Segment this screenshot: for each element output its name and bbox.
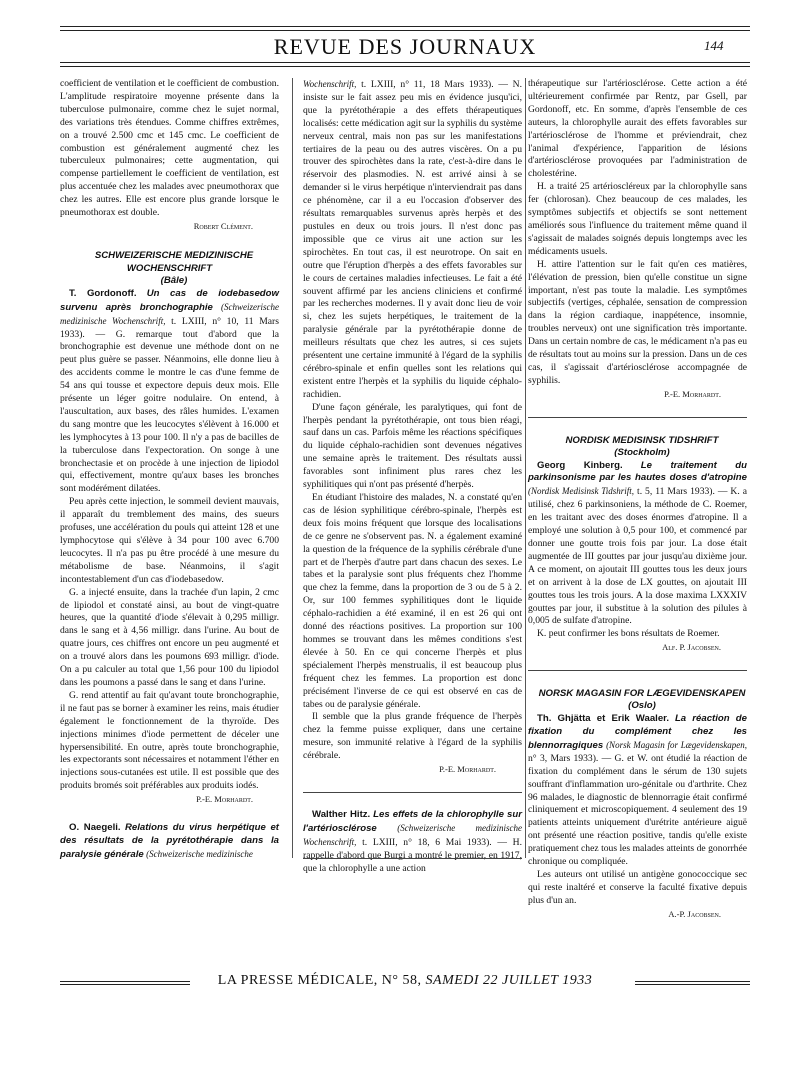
paragraph: Il semble que la plus grande fréquence de l'herpès chez la femme puisse expliquer, dans une certaine mesure, son immunité relative à l'égard de la syphilis cérébrale. [303, 711, 522, 762]
journal-city: (Stockholm) [614, 446, 670, 458]
article-continuation [303, 78, 522, 402]
signature: P.-E. Morhardt. [439, 764, 496, 775]
paragraph: H. attire l'attention sur le fait qu'en ces matières, l'élévation de pression, bien qu'elle constitue un signe important, n'est pas toute la maladie. Les symptômes subjectifs (vertiges, céphalée, sensation de compression dans la région cardiaque, inappétence, insomnie, troubles nerveux) ont une signification très importante. Dans un certain nombre de cas, le médicament n'a pas eu de résultats tout au moins sur la pression. Dans un de ces cas, il s'agissait d'artériosclérose accompagnée de syphilis. [528, 258, 747, 386]
article-entry [528, 713, 747, 869]
article-source: Wochenschrift, [303, 79, 357, 89]
footer-journal: LA PRESSE MÉDICALE, N° 58, [217, 973, 422, 988]
article-entry [528, 460, 747, 629]
article-author: O. Naegeli. [69, 822, 121, 834]
signature: Alf. P. Jacobsen. [662, 642, 721, 653]
signature: P.-E. Morhardt. [196, 794, 253, 805]
article-text: t. LXIII, n° 10, 11 Mars 1933). — G. remarque tout d'abord que la bronchographie est devenue une méthode dont on ne peut plus guère se passer. Néanmoins, elle donne lieu à des accidents comme le montre le cas d'une femme de 54 ans qui tousse et expectore depuis deux mois. Elle présente un léger goitre nodulaire. On entend, à l'auscultation, aux bases, des râles humides. L'examen du sang montre que les leucocytes s'élèvent à 16.000 et les lymphocytes à 13 pour 100. Il n'y a pas de bacilles de la tuberculose dans l'expectoration. On songe à une bronchectasie et on procède à une injection de lipiodol qui, effectivement, montre qu'aux bases les bronches sont modérément dilatées. [60, 315, 279, 495]
journal-city: (Bâle) [160, 274, 188, 286]
article-title: La réaction de fixation du complément chez les blennorragiques [528, 713, 747, 751]
column-rule-1 [292, 78, 293, 858]
page-title: REVUE DES JOURNAUX [273, 34, 537, 59]
journal-heading: NORDISK MEDISINSK TIDSHRIFT [565, 434, 719, 446]
footer-date: SAMEDI 22 JUILLET 1933 [425, 973, 593, 988]
article-text: n° 3, Mars 1933). — G. et W. ont étudié la réaction de fixation du complément dans le sérum de 130 sujets souffrant d'inflammation uro-génitale ou d'arthrite. Chez 96 malades, le diagnostic de blennorragie était confirmé cliniquement et microscopiquement. 4 seulement des 19 patients atteints uniquement d'urétrite antérieure aiguë ont présenté une réaction positive, tandis qu'elle existe pratiquement chez tous les malades atteints de gonorrhée chronique ou compliquée. [528, 752, 747, 868]
page-number: 144 [704, 38, 724, 53]
signature: Robert Clément. [193, 220, 253, 231]
header-rule-bottom [60, 62, 750, 67]
article-title: Les effets de la chlorophylle sur l'artériosclérose [303, 808, 522, 834]
paragraph: K. peut confirmer les bons résultats de Roemer. [537, 628, 720, 640]
article-source: (Schweizerische medizinische Wochenschrift, [303, 822, 522, 847]
column-end-rule [303, 858, 522, 859]
paragraph: Les auteurs ont utilisé un antigène gonococcique sec qui reste inaltéré et conserve la faculté fixative depuis plus d'un an. [528, 868, 747, 906]
journal-city: (Oslo) [628, 700, 656, 712]
signature: P.-E. Morhardt. [664, 388, 721, 399]
signature: A.-P. Jacobsen. [668, 908, 721, 919]
footer-rule-right [635, 981, 750, 985]
journal-heading: NORSK MAGASIN FOR LÆGEVIDENSKAPEN [538, 688, 746, 700]
article-text: t. LXIII, n° 11, 18 Mars 1933). — N. insiste sur le fait assez peu mis en évidence jusqu'ici, que la pyrétothérapie a des effets thérapeutiques localisés: cette médication agit sur la syphilis du système nerveux central, mais non pas sur les manifestations tertiaires de la peau ou des autres viscères. On a pu trouver des spirochètes dans la rate, c'est-à-dire dans le réservoir des plasmodies. N. est arrivé ainsi à se demander si le virus herpétique n'interviendrait pas dans ce phénomène, car il a eu l'occasion d'observer des résultats remarquables survenus après herpès et des pustules en deux ou trois jours. Il n'est donc pas impossible que ce virus ait une action sur les spirochètes. En tout cas, il est neurotrope. On sait en outre que l'éruption d'herpès a des effets favorables sur le cours de certaines maladies infectieuses. Le fait a été souvent affirmé par les anciens cliniciens et confirmé par les recherches modernes. Il y avait donc lieu de voir si, chez les sujets herpétiques, le traitement de la paralysie générale par la pyrétothérapie donne de meilleurs résultats que chez les autres, si ces sujets présentent une certaine immunité à l'égard de la syphilis cérébro-spinale et enfin quelles sont les relations qui existent entre l'herpès et la syphilis du liquide céphalo-rachidien. [303, 79, 523, 400]
column-1 [60, 78, 279, 862]
paragraph: thérapeutique sur l'artériosclérose. Cette action a été ultérieurement confirmée par Rentz, par Gsell, par Gordonoff, etc. En somme, d'après l'ensemble de ces auteurs, la chlorophylle aurait des effets favorables sur l'artériosclérose de l'homme et préviendrait, chez l'animal d'expérience, l'apparition de lésions d'artériosclérose provoquées par l'administration de cholestérine. [528, 78, 747, 180]
column-2 [303, 78, 522, 875]
paragraph: D'une façon générale, les paralytiques, qui font de l'herpès pendant la pyrétothérapie, ont tous bien réagi, sauf dans un cas. Parfois même les réactions spécifiques du liquide céphalo-rachidien sont devenues négatives une semaine après le traitement. Des résultats aussi favorables sont infiniment plus rares chez les syphilitiques qui n'ont pas présenté d'herpès. [303, 401, 522, 491]
article-source: (Nordisk Medisinsk Tidshrift, [528, 486, 635, 497]
article-title: Un cas de iodebasedow survenu après bronchographie [60, 287, 279, 313]
section-divider [528, 417, 747, 418]
article-author: Walther Hitz. [312, 808, 371, 820]
article-text: t. LXIII, n° 18, 6 Mai 1933). — H. rappelle d'abord que Burgi a montré le premier, en 1917, que la chlorophylle a une action [303, 836, 522, 874]
journal-heading: SCHWEIZERISCHE MEDIZINISCHE WOCHENSCHRIFT [94, 249, 254, 274]
article-entry [303, 809, 522, 876]
article-entry [60, 822, 279, 862]
paragraph: En étudiant l'histoire des malades, N. a constaté qu'en cas de lésion syphilitique cérébro-spinale, l'herpès est deux fois moins fréquent que lorsque des localisations de ce genre ne s'observent pas. N. a également examiné la question de la fréquence de la syphilis cérébrale d'une part et de l'herpès d'autre part dans chacun des sexes. Le tabes et la paralysie sont plus fréquents chez l'homme que chez la femme, dans la proportion de 3 ou de 5 à 2. Or, sur 100 femmes syphilitiques dont le liquide céphalo-rachidien a été examiné, il en est 26 qui ont donné des réactions positives. La proportion sur 100 hommes se trouvant dans les mêmes conditions s'est élevée à 50. En ce qui concerne l'herpès et plus spécialement l'herpès menstrualis, il est beaucoup plus fréquent chez les femmes. La proportion est donc précisément l'inverse de ce qui est observé en cas de tabes ou de paralysie générale. [303, 492, 522, 710]
paragraph: coefficient de ventilation et le coefficient de combustion. L'amplitude respiratoire moyenne présente dans la tuberculose pulmonaire, comme chez le sujet normal, des variations très étendues. Comme chiffres extrêmes, on a trouvé 2.500 cmc et 145 cmc. Le coefficient de combustion est généralement augmenté chez les tuberculeux pulmonaires; cette augmentation, qui compense partiellement le coefficient de ventilation, est plus accentuée chez les malades avec pneumothorax que chez les autres. Elle est encore plus grande lorsque le pneumothorax est double. [60, 78, 279, 219]
article-title: Le traitement du parkinsonisme par les hautes doses d'atropine [528, 459, 747, 484]
paragraph: Peu après cette injection, le sommeil devient mauvais, il apparaît du tremblement des mains, des sueurs profuses, une accélération du pouls qui atteint 128 et une lymphocytose qui s'élève à 34 pour 100 avec 6.700 leucocytes. Il n'a pas pu être procédé à une mesure du métabolisme de base. Néanmoins, il s'agit incontestablement d'un cas d'iodebasedow. [60, 496, 279, 585]
header-rule-top [60, 26, 750, 31]
article-source: (Schweizerische medizinische [146, 848, 253, 859]
article-entry [60, 288, 279, 497]
article-source: (Norsk Magasin for Lægevidenskapen, [606, 739, 747, 750]
article-author: T. Gordonoff. [69, 287, 137, 299]
paragraph: H. a traité 25 artérioscléreux par la chlorophylle sans fer (chlorosan). Chez beaucoup de ces malades, les symptômes subjectifs et objectifs se sont nettement améliorés sous l'influence du traitement même quand il s'agissait de malades soignés depuis longtemps avec les médicaments usuels. [528, 181, 747, 257]
article-author: Th. Ghjätta et Erik Waaler. [537, 713, 670, 725]
article-author: Georg Kinberg. [537, 459, 623, 471]
article-source: (Schweizerische medizinische Wochenschrift, [60, 301, 279, 326]
article-text: t. 5, 11 Mars 1933). — K. a utilisé, chez 6 parkinsoniens, la méthode de C. Roemer, en les traitant avec des doses énormes d'atropine. Il a employé une solution à 0,5 pour 100, et commencé par donner une goutte trois fois par jour. La dose était augmentée de III gouttes par jour jusqu'au dixième jour. A ce moment, on ajoutait III gouttes tous les deux jours et on arrivent à la dose de LX gouttes, on ajoutait III gouttes tous les trois jours. A la dose maxima LXXXIV gouttes par jour, il substitue à la solution des pilules à 0,005 de sulfate d'atropine. [528, 486, 747, 627]
section-divider [303, 792, 522, 793]
column-3 [528, 78, 747, 921]
section-divider [528, 670, 747, 671]
article-title: Relations du virus herpétique et des résultats de la pyrétothérapie dans la paralysie générale [60, 822, 279, 860]
paragraph: G. a injecté ensuite, dans la trachée d'un lapin, 2 cmc de lipiodol et constaté ainsi, au bout de vingt-quatre heures, que la quantité d'iode s'élevait à 0,295 milligr. dans le sang et à 4,56 milligr. dans l'urine. Au bout de quatre jours, ces chiffres ont encore un peu augmenté et on a trouvé alors dans les poumons 693 milligr. d'iode. On a pu calculer au total que 1,56 pour 100 du lipiodol dans les poumons a passé dans le sang et dans l'urine. [60, 586, 279, 688]
column-rule-2 [525, 78, 526, 858]
paragraph: G. rend attentif au fait qu'avant toute bronchographie, il ne faut pas se borner à examiner les reins, mais étudier également le fonctionnement de la thyroïde. Des injections minimes d'iode permettent de déceler une hypersensibilité. En outre, après toute bronchographie, les expectorants sont nécessaires et notamment l'éther en injections sous-cutanées est utile. Il est possible que des produits bromés soit préférables aux produits iodés. [60, 689, 279, 792]
